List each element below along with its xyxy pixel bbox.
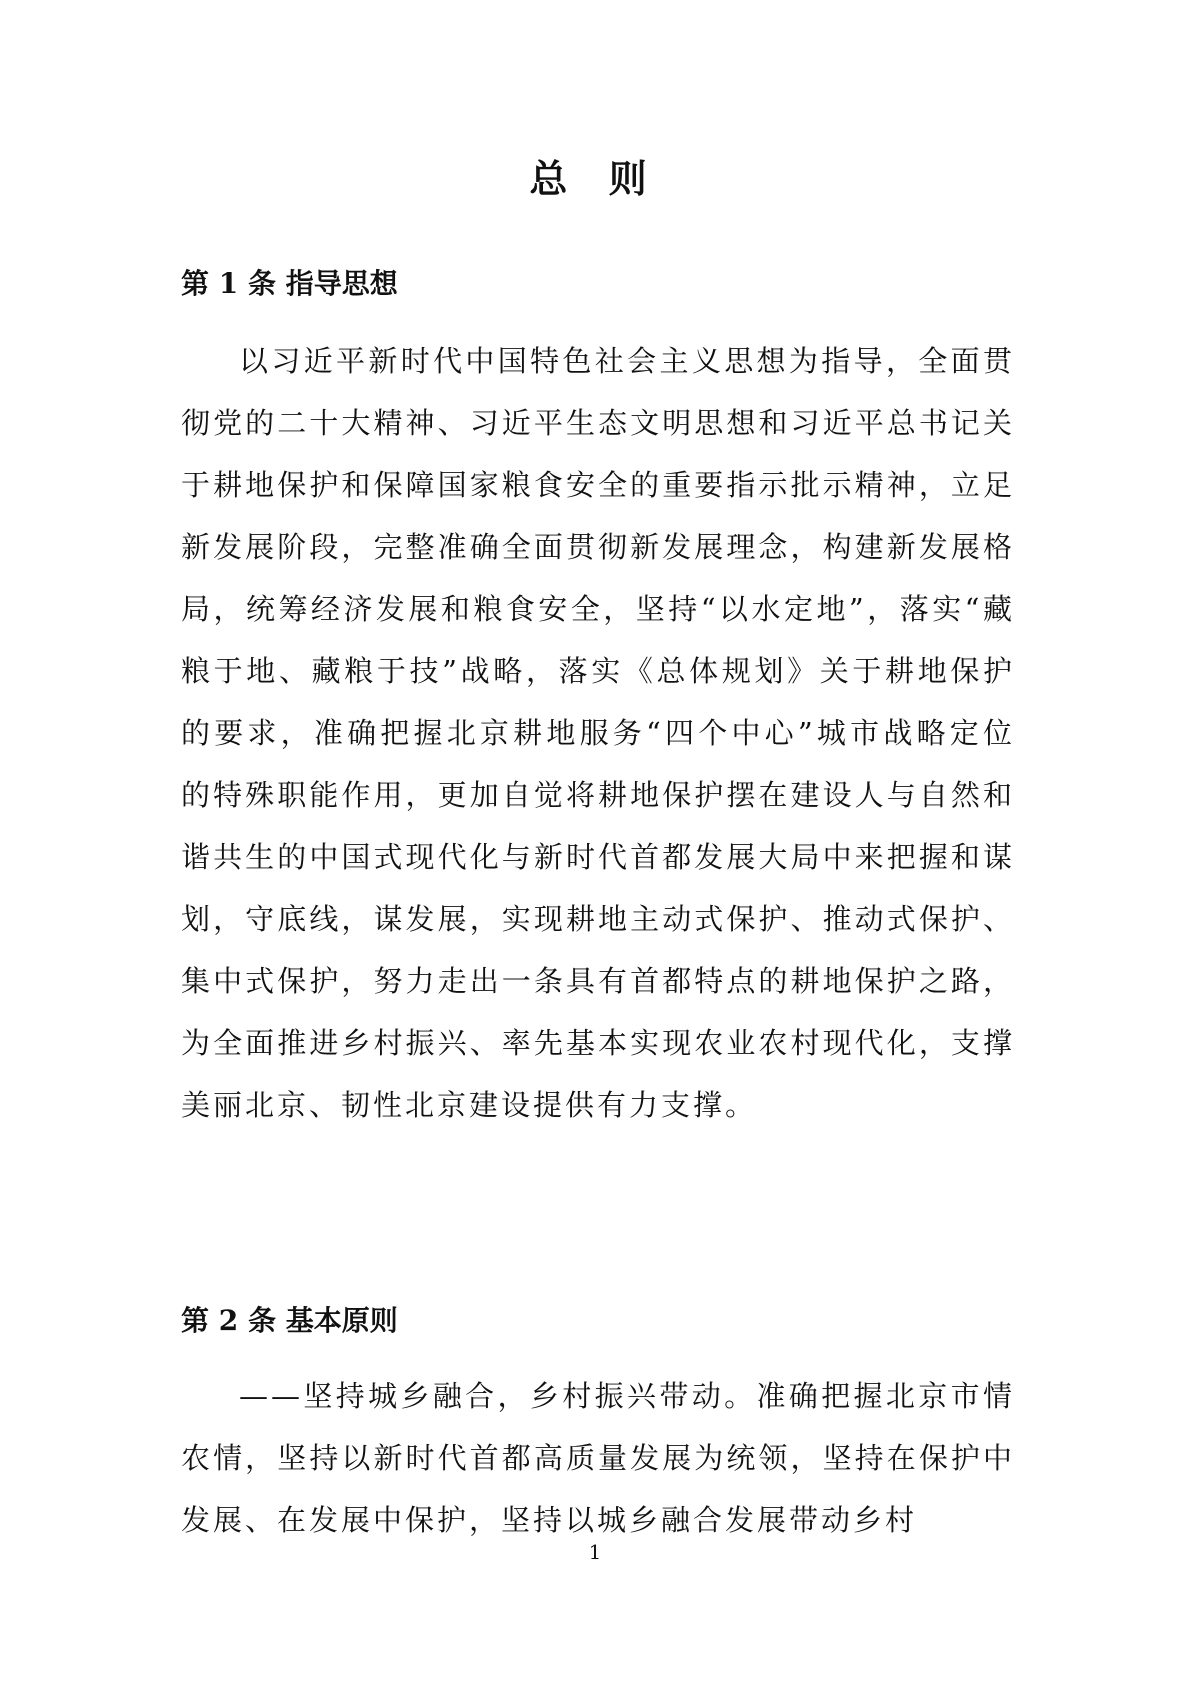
section-heading-2: 第 2 条 基本原则 <box>181 1304 398 1337</box>
page-title: 总 则 <box>529 156 661 201</box>
section-paragraph-1: 以习近平新时代中国特色社会主义思想为指导，全面贯彻党的二十大精神、习近平生态文明思想和习近平总书记关于耕地保护和保障国家粮食安全的重要指示批示精神，立足新发展阶段，完整准确全面贯彻新发展理念，构建新发展格局，统筹经济发展和粮食安全，坚持“以水定地”，落实“藏粮于地、藏粮于技”战略，落实《总体规划》关于耕地保护的要求，准确把握北京耕地服务“四个中心”城市战略定位的特殊职能作用，更加自觉将耕地保护摆在建设人与自然和谐共生的中国式现代化与新时代首都发展大局中来把握和谋划，守底线，谋发展，实现耕地主动式保护、推动式保护、集中式保护，努力走出一条具有首都特点的耕地保护之路，为全面推进乡村振兴、率先基本实现农业农村现代化，支撑美丽北京、韧性北京建设提供有力支撑。 <box>181 344 1015 1122</box>
section-heading-1: 第 1 条 指导思想 <box>181 267 398 300</box>
section-paragraph-2: ——坚持城乡融合，乡村振兴带动。准确把握北京市情农情，坚持以新时代首都高质量发展为统领，坚持在保护中发展、在发展中保护，坚持以城乡融合发展带动乡村 <box>181 1379 1015 1537</box>
page-number: 1 <box>588 1540 602 1564</box>
